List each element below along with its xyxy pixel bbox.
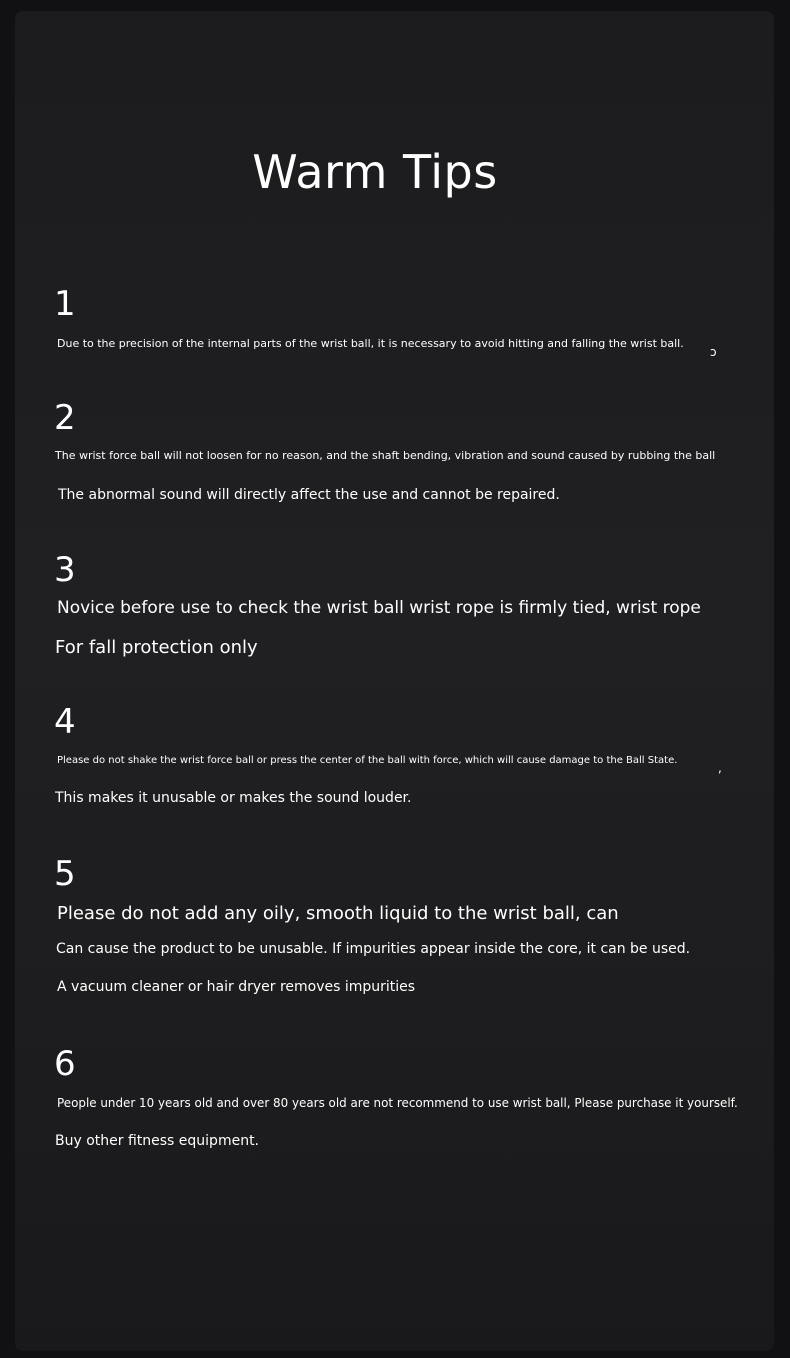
tip-4-stray-mark: , bbox=[718, 761, 722, 775]
tip-3-number: 3 bbox=[54, 550, 76, 590]
tip-5-line-1: Please do not add any oily, smooth liquid to the wrist ball, can bbox=[57, 903, 619, 924]
tip-2-line-2: The abnormal sound will directly affect the use and cannot be repaired. bbox=[58, 487, 560, 503]
tip-1-number: 1 bbox=[54, 284, 76, 324]
tip-1-line-1: Due to the precision of the internal parts of the wrist ball, it is necessary to avoid hitting and falling the wrist ball. bbox=[57, 337, 684, 350]
tip-4-line-1: Please do not shake the wrist force ball or press the center of the ball with force, which will cause damage to the Ball State. bbox=[57, 755, 678, 766]
tip-2-number: 2 bbox=[54, 398, 76, 438]
tip-4-line-2: This makes it unusable or makes the sound louder. bbox=[55, 790, 412, 806]
tip-3-line-1: Novice before use to check the wrist ball wrist rope is firmly tied, wrist rope bbox=[57, 598, 701, 618]
tip-5-line-2: Can cause the product to be unusable. If impurities appear inside the core, it can be used. bbox=[56, 941, 691, 957]
content-panel bbox=[15, 11, 774, 1351]
tip-1-stray-mark: ɔ bbox=[710, 345, 717, 359]
tip-6-number: 6 bbox=[54, 1044, 76, 1084]
tip-6-line-1: People under 10 years old and over 80 years old are not recommend to use wrist ball, Please purchase it yourself. bbox=[57, 1096, 738, 1110]
page-title: Warm Tips bbox=[252, 145, 498, 199]
tip-5-number: 5 bbox=[54, 854, 76, 894]
tip-2-line-1: The wrist force ball will not loosen for no reason, and the shaft bending, vibration and sound caused by rubbing the ball bbox=[55, 449, 716, 462]
tip-6-line-2: Buy other fitness equipment. bbox=[55, 1133, 260, 1149]
tip-3-line-2: For fall protection only bbox=[55, 637, 258, 658]
tip-4-number: 4 bbox=[54, 702, 76, 742]
tip-5-line-3: A vacuum cleaner or hair dryer removes impurities bbox=[57, 979, 416, 995]
